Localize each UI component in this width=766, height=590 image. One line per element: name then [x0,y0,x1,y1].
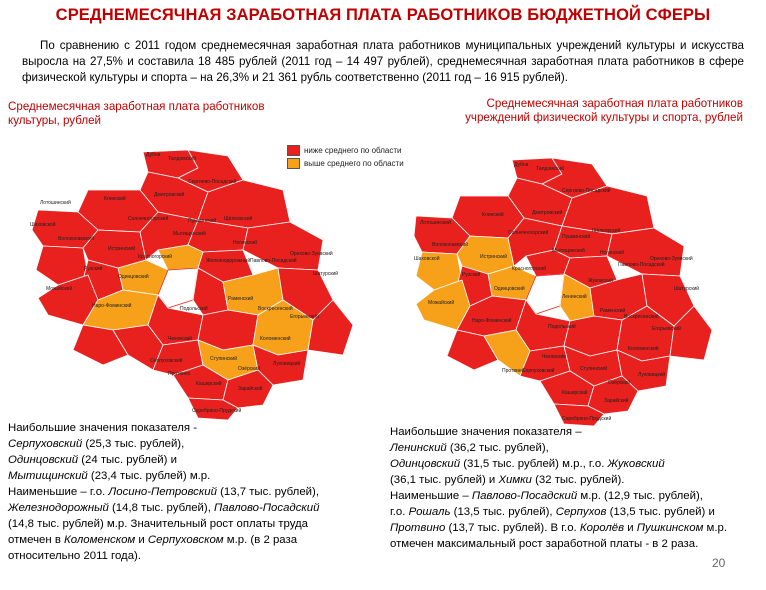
left-map-label: Лотошинский [40,200,71,206]
left-map-label: Шатурский [313,271,339,277]
right-map-label: Зарайский [604,398,629,404]
sport-summary-line: Протвино (13,7 тыс. рублей). В г.о. Королёв и Пушкинском м.р. [390,522,728,534]
left-map-label: Коломенский [260,336,291,342]
culture-salary-map [28,150,358,420]
left-map-label: Клинский [104,196,126,202]
culture-summary-line: Железнодорожный (14,8 тыс. рублей), Павлово-Посадский [8,502,320,514]
culture-summary-line: Наибольшие значения показателя - [8,422,198,434]
right-map-label: Одинцовский [494,286,525,292]
left-map-label: Серпуховский [150,358,183,364]
legend-label-below: ниже среднего по области [304,146,402,155]
sport-summary-line: Наибольшие значения показателя – [390,426,582,438]
right-map-label: Павлово-Посадский [618,262,665,268]
right-map-label: Клинский [482,212,504,218]
right-map-label: Наро-Фоминский [472,318,512,324]
left-map-label: Солнечногорский [128,216,169,222]
sport-summary-line: Наименьшие – Павлово-Посадский м.р. (12,9 тыс. рублей), [390,490,703,502]
right-map-label: Протвино [502,368,525,374]
left-map-label: Подольский [180,306,208,312]
right-map-label: Жуковский [588,278,613,284]
left-map-label: Железнодорожный [206,258,251,264]
left-map-label: Орехово-Зуевский [290,251,333,257]
left-map-label: Зарайский [238,386,263,392]
culture-summary-line: Мытищинский (23,4 тыс. рублей) м.р. [8,470,211,482]
left-map-label: Протвино [168,371,191,377]
right-map-label: Коломенский [628,346,659,352]
culture-summary [8,420,368,564]
culture-summary-line: относительно 2011 года). [8,550,141,562]
right-map-label: Солнечногорский [508,230,549,236]
sport-salary-map [412,158,717,426]
right-map-label: Сергиево-Посадский [562,188,611,194]
culture-summary-line: отмечен в Коломенском и Серпуховском м.р. (в 2 раза [8,534,298,546]
left-map-label: Дубна [146,152,161,158]
right-map-label: Орехово-Зуевский [650,256,693,262]
right-map-label: Щёлковский [592,228,621,234]
right-map-label: Шатурский [674,286,700,292]
left-map-label: Павлово-Посадский [250,258,297,264]
sport-summary-line: (36,1 тыс. рублей) и Химки (32 тыс. рублей). [390,474,625,486]
left-map-label: Луховицкий [273,361,301,367]
left-map-label: Дмитровский [154,192,185,198]
legend-label-above: выше среднего по области [304,159,404,168]
sport-summary-line: Одинцовский (31,5 тыс. рублей) м.р., г.о. Жуковский [390,458,665,470]
right-map-label: Чеховский [542,354,567,360]
right-map-label: Можайский [428,300,455,306]
left-map-title: Среднемесячная заработная плата работников культуры, рублей [8,100,265,127]
left-map-label: Одинцовский [118,274,149,280]
left-map-label: Рузский [84,266,103,272]
slide-title: СРЕДНЕМЕСЯЧНАЯ ЗАРАБОТНАЯ ПЛАТА РАБОТНИКОВ БЮДЖЕТНОЙ СФЕРЫ [55,6,711,24]
culture-summary-line: (14,8 тыс. рублей) м.р. Значительный рост оплаты труда [8,518,309,530]
sport-summary-line: отмечен максимальный рост заработной платы - в 2 раза. [390,538,699,550]
right-map-label: Волоколамский [432,242,469,248]
sport-summary-line: г.о. Рошаль (13,5 тыс. рублей), Серпухов (13,5 тыс. рублей) и [390,506,715,518]
sport-summary [390,424,760,552]
right-map-label: Каширский [562,390,588,396]
left-map-label: Щёлковский [224,216,253,222]
left-map-label: Воскресенский [258,306,293,312]
page-number: 20 [712,556,726,570]
right-map-label: Подольский [548,324,576,330]
left-map-label: Каширский [196,381,222,387]
right-map-label: Ленинский [562,294,587,300]
right-map-label: Воскресенский [624,314,659,320]
left-map-label: Раменский [228,296,254,302]
right-map-label: Луховицкий [638,372,666,378]
right-map-label: Лотошинский [420,220,451,226]
right-map-label: Серебряно-Прудский [562,416,612,422]
intro-paragraph: По сравнению с 2011 годом среднемесячная заработная плата работников муниципальных учреждений культуры и искусства выросла на 27,5% и составила 18 485 рублей (2011 год – 14 497 рублей), среднемесячная заработная плата работников в сфере физической культуры и спорта – на 26,3% и 21 361 рубль соответственно (2011 год – 16 915 рублей). [22,39,744,84]
right-map-label: Мытищинский [552,248,585,254]
left-map-label: Талдомский [168,156,196,162]
left-map-label: Егорьевский [290,314,319,320]
right-map-label: Озёрский [608,380,631,386]
culture-summary-line: Наименьшие – г.о. Лосино-Петровский (13,7 тыс. рублей), [8,486,319,498]
right-map-title: Среднемесячная заработная плата работников учреждений физической культуры и спорта, рублей [465,97,743,124]
left-map-label: Сергиево-Посадский [188,179,237,185]
left-map-label: Истринский [108,246,135,252]
left-map-label: Ногинский [233,240,258,246]
left-map-label: Мытищинский [173,231,206,237]
right-map-label: Егорьевский [652,326,681,332]
right-map-label: Раменский [600,308,626,314]
right-map-label: Дубна [514,162,529,168]
left-map-label: Наро-Фоминский [92,303,132,309]
left-map-label: Пушкинский [188,218,217,224]
right-map-label: Ногинский [600,250,625,256]
culture-summary-line: Одинцовский (24 тыс. рублей) и [8,454,177,466]
left-map-label: Красногорский [138,254,173,260]
right-map-label: Талдомский [536,166,564,172]
left-map-label: Ступинский [210,356,237,362]
right-map-label: Истринский [480,254,507,260]
right-map-label: Красногорский [512,266,547,272]
left-map-label: Волоколамский [58,236,95,242]
left-map-label: Серебряно-Прудский [192,408,242,414]
left-map-label: Шаховской [30,222,56,228]
right-map-label: Ступинский [580,366,607,372]
right-map-label: Пушкинский [562,234,591,240]
right-map-label: Серпуховский [522,368,555,374]
sport-summary-line: Ленинский (36,2 тыс. рублей), [390,442,549,454]
right-map-label: Шаховской [414,256,440,262]
right-map-label: Дмитровский [532,210,563,216]
right-map-label: Рузский [462,272,481,278]
left-map-label: Чеховский [168,336,193,342]
left-map-label: Озёрский [238,366,261,372]
culture-summary-line: Серпуховский (25,3 тыс. рублей), [8,438,185,450]
left-map-label: Можайский [46,286,73,292]
